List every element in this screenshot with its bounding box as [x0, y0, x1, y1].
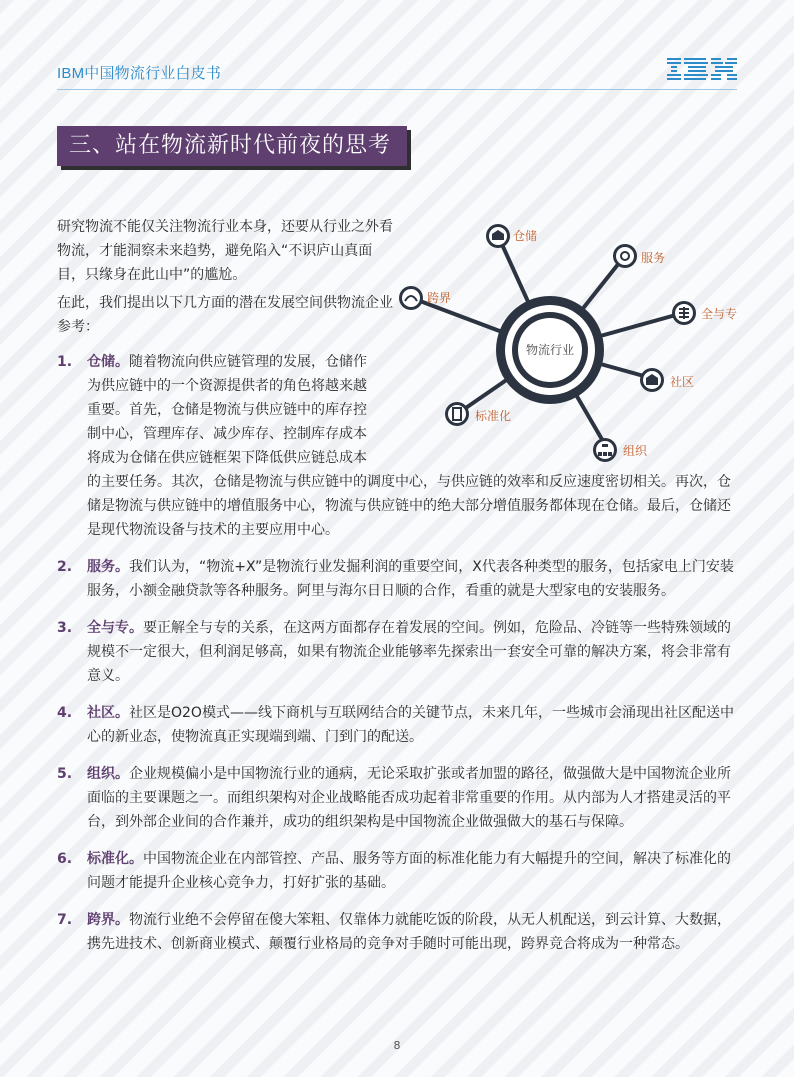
ibm-logo [667, 56, 739, 82]
document-title: IBM中国物流行业白皮书 [57, 65, 222, 82]
item-keyword: 标准化。 [87, 851, 143, 867]
node-label-organization: 组织 [623, 444, 648, 458]
intro-paragraph-2: 在此，我们提出以下几方面的潜在发展空间供物流企业参考： [57, 295, 393, 335]
node-label-specialization: 全与专 [701, 307, 738, 321]
item-line: 重要。首先，仓储是物流与供应链中的库存控 [87, 402, 367, 418]
list-item [57, 350, 739, 542]
list-item [57, 555, 739, 603]
specialization-icon [679, 307, 689, 319]
node-service [613, 244, 665, 268]
intro-paragraph-1: 研究物流不能仅关注物流行业本身，还要从行业之外看物流，才能洞察未来趋势，避免陷入“不识庐山真面目，只缘身在此山中”的尴尬。 [57, 219, 393, 283]
item-keyword: 社区。 [87, 705, 129, 721]
item-keyword: 服务。 [87, 559, 129, 575]
item-keyword: 全与专。 [87, 620, 143, 636]
item-number: 5. [57, 766, 73, 782]
item-number: 1. [57, 354, 73, 370]
node-specialization [672, 301, 737, 325]
node-label-service: 服务 [641, 251, 666, 265]
node-label-community: 社区 [670, 375, 695, 389]
item-text: 企业规模偏小是中国物流行业的通病，无论采取扩张或者加盟的路径，做强做大是中国物流企业所面临的主要课题之一。而组织架构对企业战略能否成功起着非常重要的作用。从内部为人才搭建灵活的平台，到外部企业间的合作兼并，成功的组织架构是中国物流企业做强做大的基石与保障。 [87, 766, 731, 830]
diagram-center-label: 物流行业 [525, 343, 575, 357]
header-divider [57, 89, 737, 90]
item-line: 将成为仓储在供应链框架下降低供应链总成本 [87, 450, 367, 466]
node-crossover [399, 286, 451, 310]
item-number: 2. [57, 559, 73, 575]
item-text: 物流行业绝不会停留在傻大笨粗、仅靠体力就能吃饭的阶段，从无人机配送，到云计算、大数据，携先进技术、创新商业模式、颠覆行业格局的竞争对手随时可能出现，跨界竞合将成为一种常态。 [87, 912, 731, 952]
list-item [57, 847, 739, 895]
item-text: 我们认为，“物流+X”是物流行业发掘利润的重要空间，X代表各种类型的服务，包括家电上门安装服务，小额金融贷款等各种服务。阿里与海尔日日顺的合作，看重的就是大型家电的安装服务。 [87, 559, 734, 599]
section-heading: 三、站在物流新时代前夜的思考 [57, 126, 407, 166]
item-number: 6. [57, 851, 73, 867]
potential-list [57, 350, 739, 969]
item-keyword: 组织。 [87, 766, 129, 782]
list-item [57, 701, 739, 749]
item-text: 中国物流企业在内部管控、产品、服务等方面的标准化能力有大幅提升的空间，解决了标准化的问题才能提升企业核心竞争力，打好扩张的基础。 [87, 851, 731, 891]
node-label-warehouse: 仓储 [513, 229, 538, 243]
item-line: 为供应链中的一个资源提供者的角色将越来越 [87, 378, 367, 394]
item-text: 社区是O2O模式——线下商机与互联网结合的关键节点，未来几年，一些城市会涌现出社区配送中心的新业态，使物流真正实现端到端、门到门的配送。 [87, 705, 734, 745]
node-label-standardization: 标准化 [475, 409, 512, 423]
node-warehouse [486, 224, 537, 248]
item-text: 要正解全与专的关系，在这两方面都存在着发展的空间。例如，危险品、冷链等一些特殊领域的规模不一定很大，但利润足够高，如果有物流企业能够率先探索出一套安全可靠的解决方案，将会非常有意义。 [87, 620, 731, 684]
item-line [87, 350, 389, 374]
item-keyword: 仓储。 [87, 354, 129, 370]
list-item [57, 616, 739, 688]
list-item [57, 762, 739, 834]
page-number: 8 [393, 1039, 401, 1052]
item-number: 4. [57, 705, 73, 721]
list-item [57, 908, 739, 956]
item-number: 7. [57, 912, 73, 928]
item-text-continued: 的主要任务。其次，仓储是物流与供应链中的调度中心，与供应链的效率和反应速度密切相关。再次，仓储是物流与供应链中的增值服务中心，物流与供应链中的绝大部分增值服务都体现在仓储。最后，仓储还是现代物流设备与技术的主要应用中心。 [87, 474, 731, 538]
item-keyword: 跨界。 [87, 912, 129, 928]
item-line: 制中心，管理库存、减少库存、控制库存成本 [87, 426, 367, 442]
node-label-crossover: 跨界 [427, 291, 452, 305]
intro-text [57, 215, 395, 343]
item-text: 随着物流向供应链管理的发展，仓储作 [129, 354, 367, 370]
item-number: 3. [57, 620, 73, 636]
